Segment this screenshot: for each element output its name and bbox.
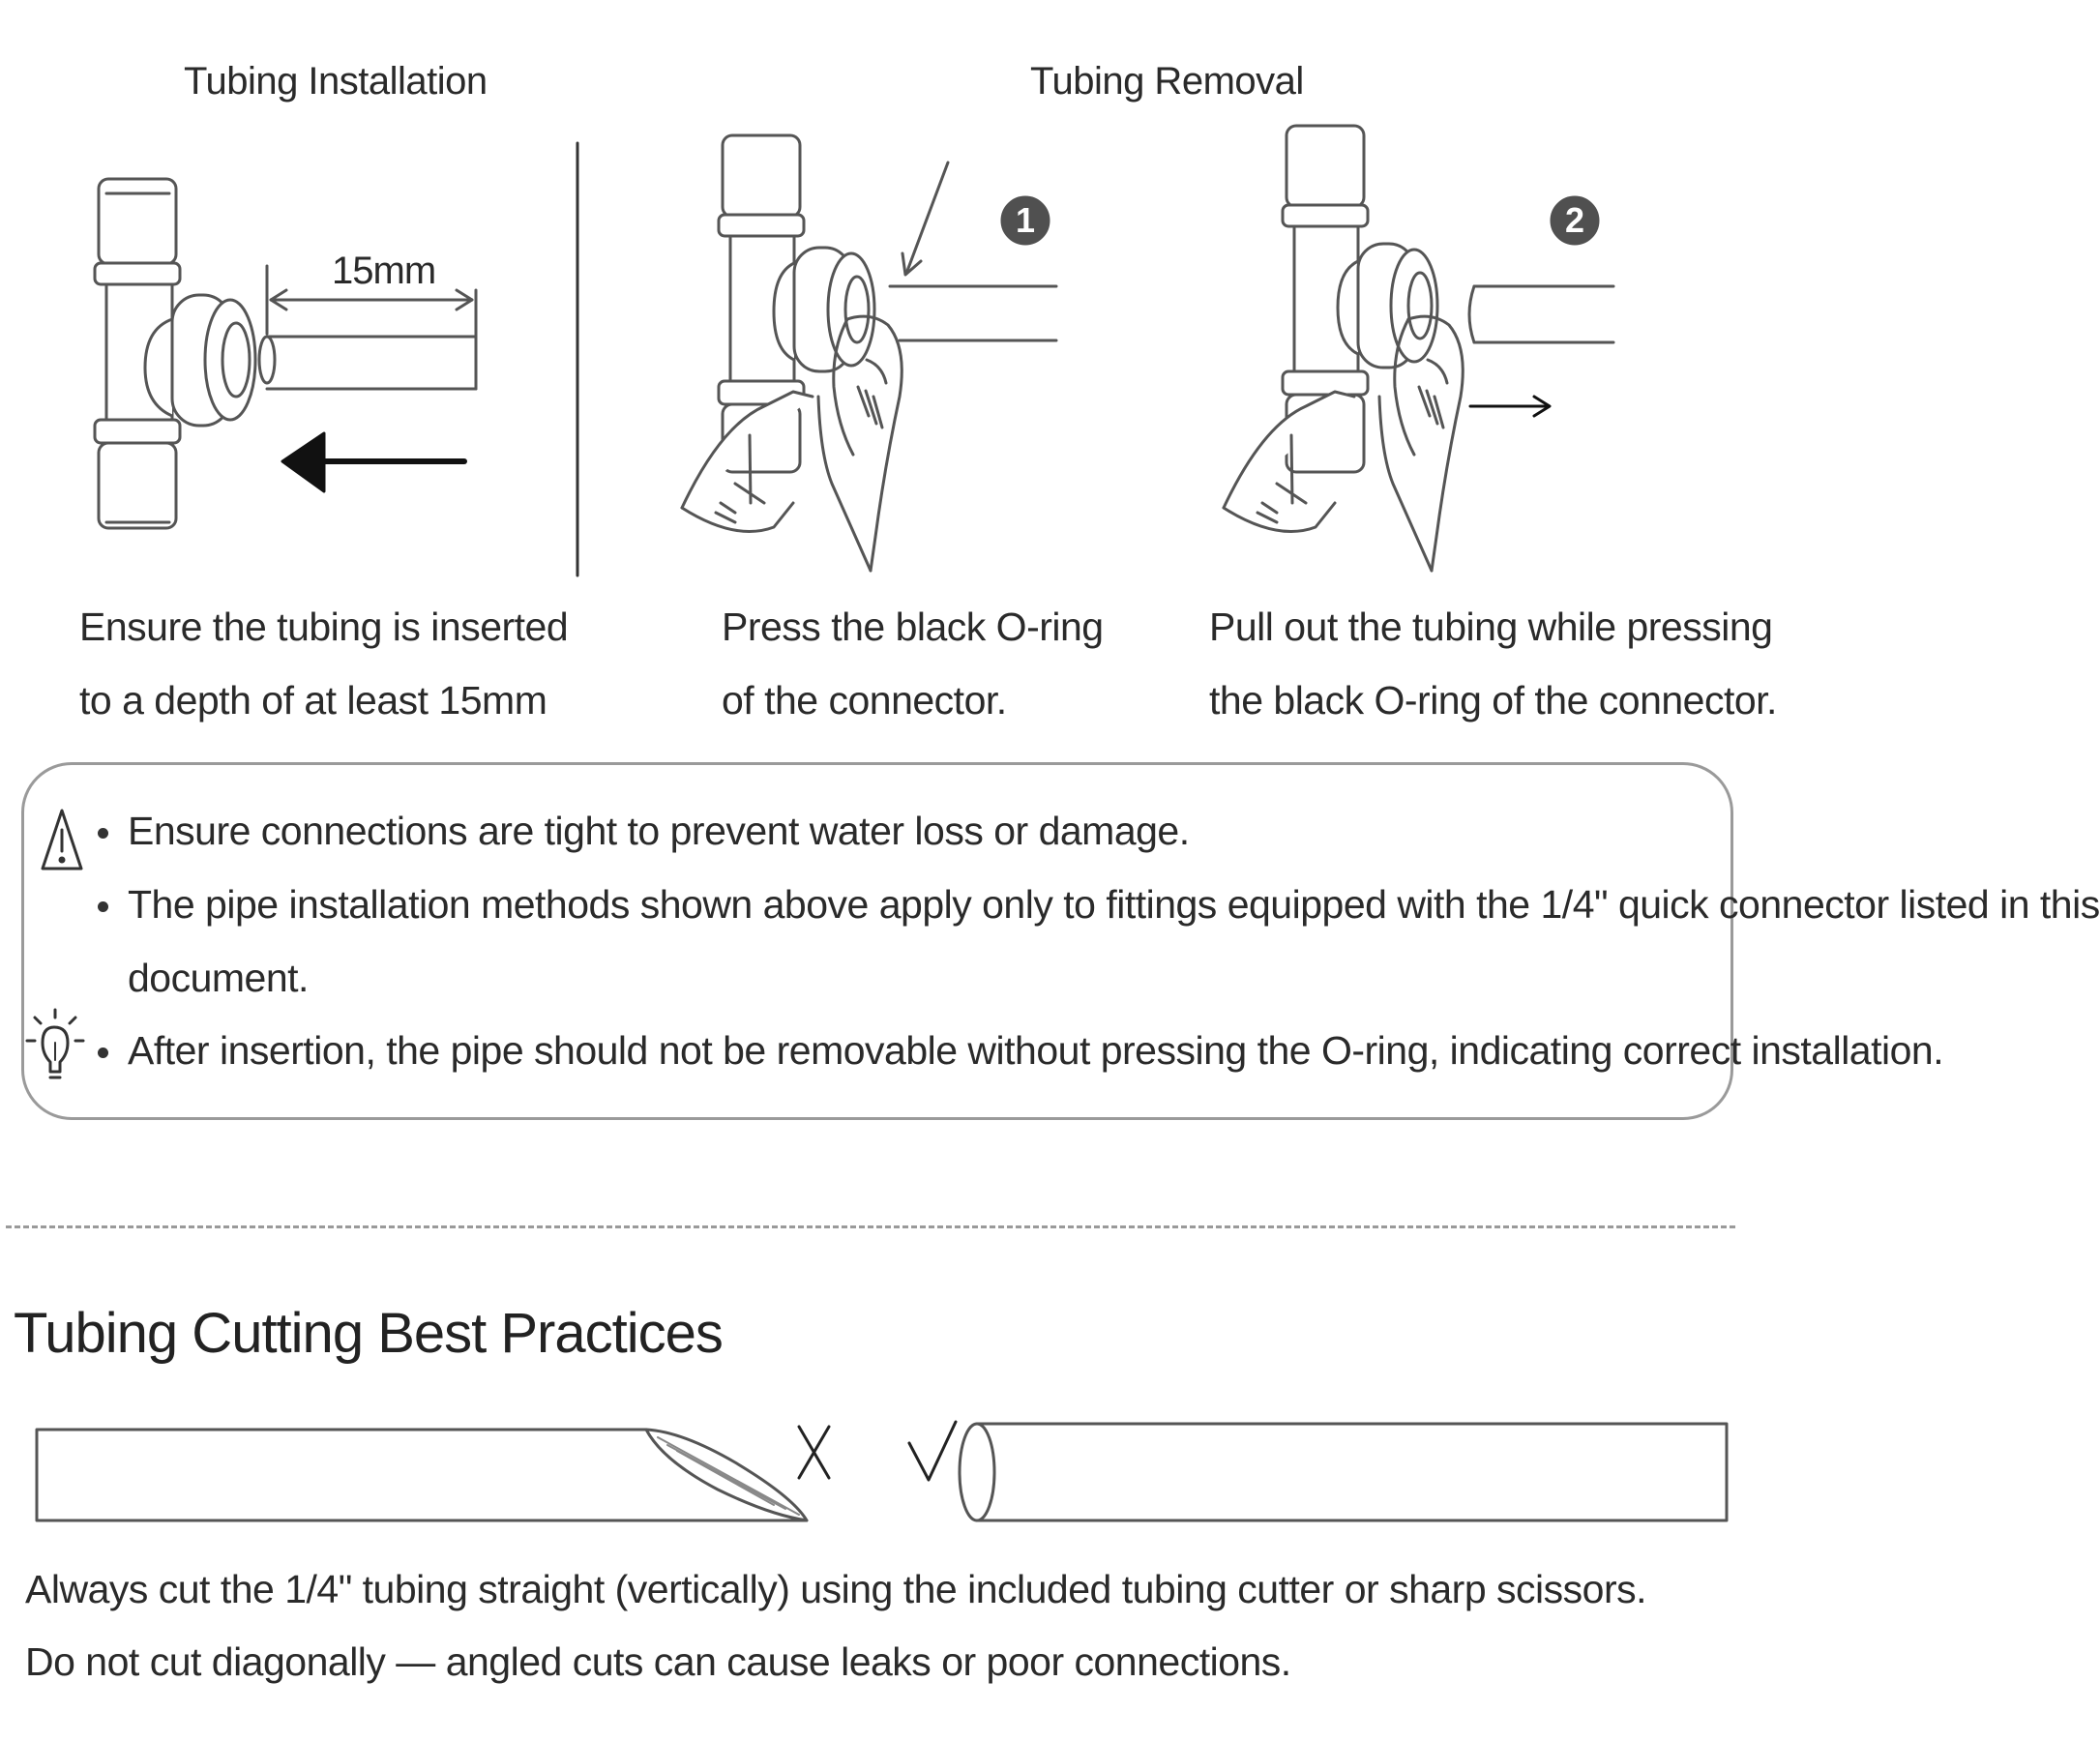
section-divider (6, 1225, 1735, 1228)
removal-heading: Tubing Removal (1030, 60, 1304, 103)
tube-diagonal-cut (37, 1430, 807, 1520)
check-mark-icon (909, 1422, 956, 1480)
installation-caption (79, 590, 568, 737)
installation-heading: Tubing Installation (184, 60, 488, 103)
bullet (98, 828, 108, 839)
step1-caption (722, 590, 1104, 737)
step2-caption-line1: Pull out the tubing while pressing (1209, 605, 1773, 649)
tee-fitting-installation (95, 179, 476, 528)
tube-straight-cut (960, 1424, 1727, 1520)
installation-caption-line2: to a depth of at least 15mm (79, 678, 547, 723)
bullet (98, 901, 108, 912)
step-number-1: 1 (1015, 200, 1036, 240)
insert-direction-arrow (282, 433, 464, 491)
step-number-2: 2 (1564, 200, 1585, 240)
note-item-1: Ensure connections are tight to prevent water loss or damage. (128, 809, 1190, 853)
step2-caption-line2: the black O-ring of the connector. (1209, 678, 1777, 723)
note-item-2-line1: The pipe installation methods shown above apply only to fittings equipped with the 1/4" quick connector listed in this (128, 882, 2100, 927)
installation-caption-line1: Ensure the tubing is inserted (79, 605, 569, 649)
note-item-3: After insertion, the pipe should not be removable without pressing the O-ring, indicating correct installation. (128, 1028, 1944, 1073)
cutting-section-title: Tubing Cutting Best Practices (14, 1302, 723, 1365)
step2-caption (1209, 590, 1777, 737)
tee-fitting-step2 (1224, 126, 1613, 571)
step1-caption-line1: Press the black O-ring (722, 605, 1104, 649)
cutting-instruction-line1: Always cut the 1/4" tubing straight (vertically) using the included tubing cutter or sharp scissors. (25, 1567, 1646, 1611)
tee-fitting-step1 (682, 135, 1056, 571)
depth-dimension-label: 15mm (332, 250, 436, 292)
cutting-instruction-line2: Do not cut diagonally — angled cuts can cause leaks or poor connections. (25, 1639, 1291, 1684)
step1-caption-line2: of the connector. (722, 678, 1007, 723)
note-item-2-line2: document. (128, 956, 309, 1000)
x-mark-icon (799, 1427, 829, 1478)
bullet (98, 1048, 108, 1058)
